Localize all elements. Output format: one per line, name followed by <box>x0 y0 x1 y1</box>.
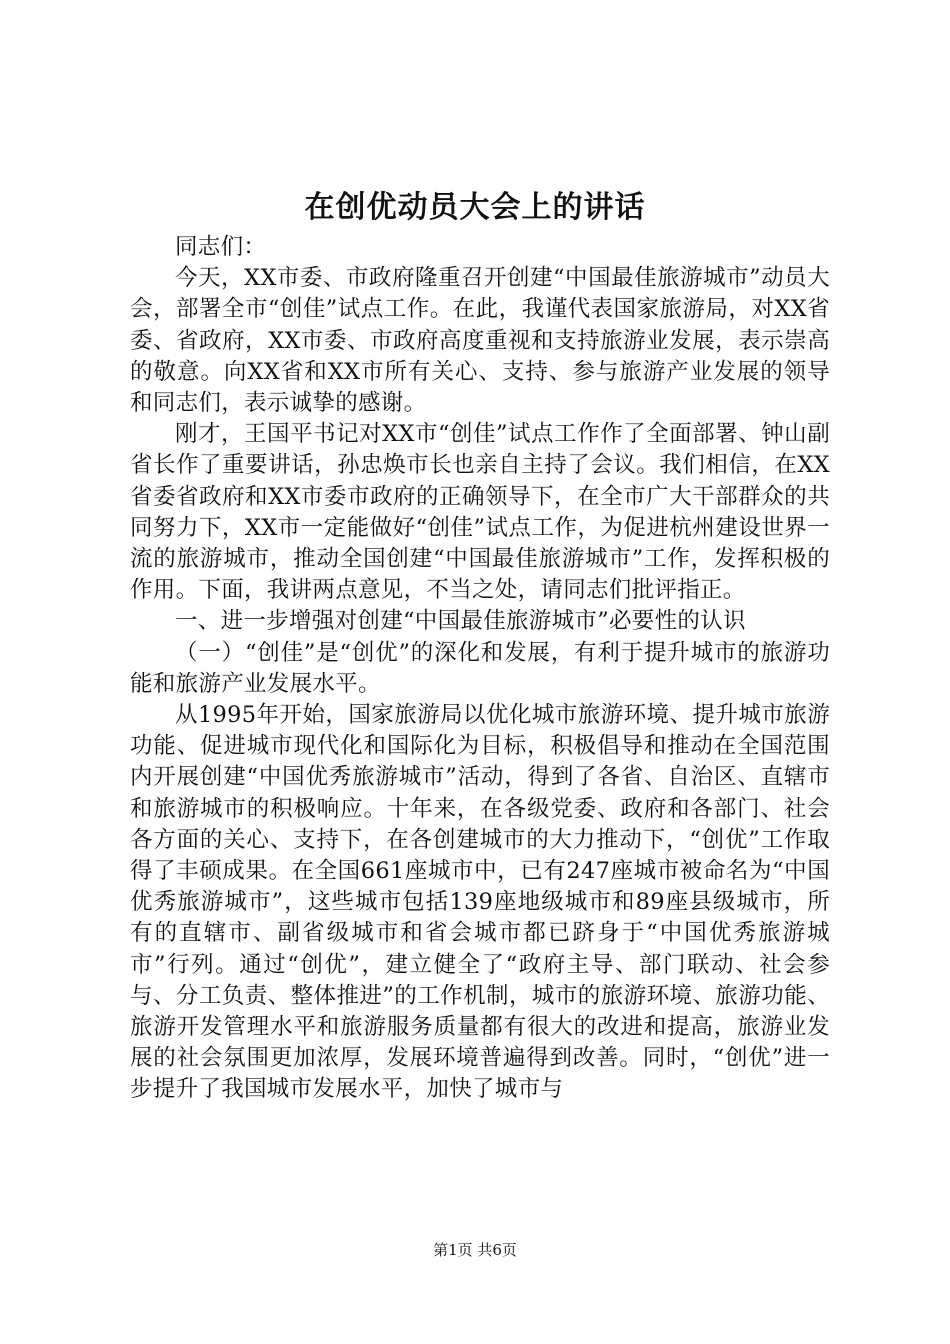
body-paragraph: 从1995年开始，国家旅游局以优化城市旅游环境、提升城市旅游功能、促进城市现代化和国际化为目标，积极倡导和推动在全国范围内开展创建“中国优秀旅游城市”活动，得到了各省、自治区、直辖市和旅游城市的积极响应。十年来，在各级党委、政府和各部门、社会各方面的关心、支持下，在各创建城市的大力推动下，“创优”工作取得了丰硕成果。在全国661座城市中，已有247座城市被命名为“中国优秀旅游城市”，这些城市包括139座地级城市和89座县级城市，所有的直辖市、副省级城市和省会城市都已跻身于“中国优秀旅游城市”行列。通过“创优”，建立健全了“政府主导、部门联动、社会参与、分工负责、整体推进”的工作机制，城市的旅游环境、旅游功能、旅游开发管理水平和旅游服务质量都有很大的改进和提高，旅游业发展的社会氛围更加浓厚，发展环境普遍得到改善。同时，“创优”进一步提升了我国城市发展水平，加快了城市与 <box>130 702 830 1103</box>
body-paragraph: 刚才，王国平书记对XX市“创佳”试点工作作了全面部署、钟山副省长作了重要讲话，孙忠焕市长也亲自主持了会议。我们相信，在XX省委省政府和XX市委市政府的正确领导下，在全市广大干部群众的共同努力下，XX市一定能做好“创佳”试点工作，为促进杭州建设世界一流的旅游城市，推动全国创建“中国最佳旅游城市”工作，发挥积极的作用。下面，我讲两点意见，不当之处，请同志们批评指正。 <box>130 421 830 604</box>
section-heading: 一、进一步增强对创建“中国最佳旅游城市”必要性的认识 <box>175 608 746 635</box>
subsection-heading: （一）“创佳”是“创优”的深化和发展，有利于提升城市的旅游功能和旅游产业发展水平。 <box>130 639 830 697</box>
document-title: 在创优动员大会上的讲话 <box>304 190 646 225</box>
document-body <box>130 232 830 1106</box>
salutation-paragraph: 同志们： <box>175 234 267 260</box>
body-paragraph: 今天，XX市委、市政府隆重召开创建“中国最佳旅游城市”动员大会，部署全市“创佳”试点工作。在此，我谨代表国家旅游局，对XX省委、省政府，XX市委、市政府高度重视和支持旅游业发展，表示崇高的敬意。向XX省和XX市所有关心、支持、参与旅游产业发展的领导和同志们，表示诚挚的感谢。 <box>130 265 830 417</box>
page-footer: 第1页 共6页 <box>433 1241 517 1259</box>
